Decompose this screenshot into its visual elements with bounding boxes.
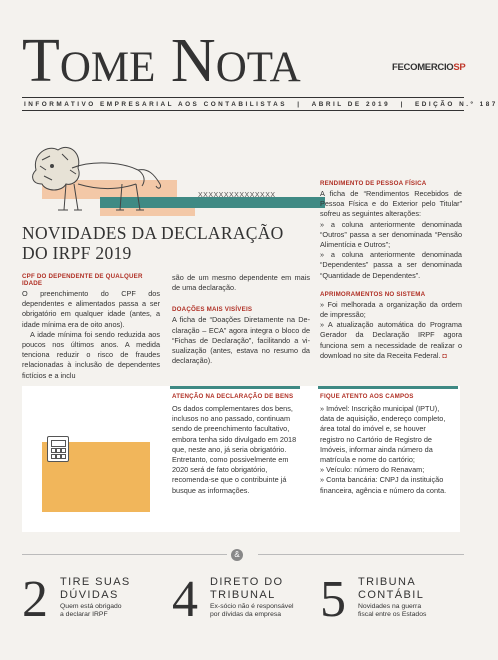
brand-suffix: SP: [453, 62, 466, 73]
footer-title-2: CONTÁBIL: [358, 588, 425, 601]
cpf-paragraph-2: A idade mínima foi sendo reduzida aos poucos nos últimos anos. A medida tenciona reduzir o risco de fraudes relacionadas à inclusão de dependentes fictícios e a inclu: [22, 329, 160, 380]
footer-sub-2: fiscal entre os Estados: [358, 611, 427, 618]
section-doacoes: [172, 273, 310, 366]
section-cpf: [22, 273, 160, 381]
footer-sub-2: por dívidas da empresa: [210, 611, 282, 618]
rendimento-paragraph: A ficha de “Rendimentos Recebidos de Pessoa Física e do Exterior pelo Titular” sofreu as seguintes alterações:: [320, 189, 462, 219]
subline-date: ABRIL DE 2019: [311, 101, 391, 108]
masthead-rule-top: [22, 97, 464, 98]
footer-number: 2: [22, 571, 48, 628]
cpf-paragraph-1: O preenchimento do CPF dos dependentes e alimentados passa a ser obrigatório em qualquer idade (antes, a idade mínima era de oito anos).: [22, 289, 160, 329]
section-campos: [320, 393, 450, 496]
panel-bar-right: [318, 386, 458, 389]
campos-item-conta: » Conta bancária: CNPJ da instituição financeira, agência e número da conta.: [320, 475, 447, 495]
footer-title-2: DÚVIDAS: [60, 588, 119, 601]
footer-rule-right: [258, 554, 464, 555]
rendimento-bullet-2: » a coluna anteriormente denominada “Dependentes” passa a ser denominada “Quantidade de Dependentes”.: [320, 250, 462, 280]
end-mark: ◘: [442, 350, 447, 360]
aprimoramentos-kicker: APRIMORAMENTOS NO SISTEMA: [320, 290, 426, 298]
cpf-kicker: CPF DO DEPENDENTE DE QUALQUER IDADE: [22, 273, 143, 287]
masthead-title: Tome Nota: [22, 27, 301, 95]
aprimoramentos-bullet-2: [320, 320, 462, 361]
aprimoramentos-bullet-1: » Foi melhorada a organização da ordem de impressão;: [320, 299, 462, 320]
subline-edition: EDIÇÃO N.º 187: [415, 101, 498, 108]
footer-number: 4: [172, 571, 198, 628]
footer-title-1: TRIBUNA: [358, 576, 417, 588]
article-headline: [22, 224, 312, 263]
calculator-icon: [47, 436, 69, 462]
section-bens: [172, 393, 300, 496]
footer-sub-1: Ex-sócio não é responsável: [210, 603, 294, 610]
rendimento-kicker: RENDIMENTO DE PESSOA FÍSICA: [320, 180, 427, 187]
bens-text: Os dados complementares dos bens, inclusos no ano passado, continuam sendo de preenchimento facultativo, embora tenha sido divulgado em 2018 que, neste ano, já seria obrigatório. Entretanto, como possivelmente em 2020 será de fato obrigatório, recomenda-se que o contribuinte já busque as informações.: [172, 404, 297, 495]
lion-icon: [22, 140, 172, 220]
aprimoramentos-bullet-2-text: » A atualização automática do Programa Gerador da Declaração IRPF agora funciona sem a necessidade de realizar o download no site da Receita Federal.: [320, 320, 462, 360]
campos-kicker: FIQUE ATENTO AOS CAMPOS: [320, 393, 414, 400]
hero-x-pattern: XXXXXXXXXXXXXXX: [198, 192, 276, 199]
subline-left: INFORMATIVO EMPRESARIAL AOS CONTABILISTAS: [24, 101, 287, 108]
doacoes-kicker: DOAÇÕES MAIS VISÍVEIS: [172, 306, 253, 314]
headline-line-1: NOVIDADES DA DECLARAÇÃO: [22, 223, 284, 243]
bens-kicker: ATENÇÃO NA DECLARAÇÃO DE BENS: [172, 393, 294, 400]
cpf-paragraph-3: são de um mesmo dependente em mais de uma declaração.: [172, 273, 310, 293]
masthead-subline: INFORMATIVO EMPRESARIAL AOS CONTABILISTAS | ABRIL DE 2019 | EDIÇÃO N.º 187: [24, 101, 498, 108]
footer-rule-left: [22, 554, 227, 555]
campos-item-veiculo: » Veículo: número do Renavam;: [320, 465, 425, 475]
footer-sub-2: a declarar IRPF: [60, 611, 108, 618]
panel-bar-left: [170, 386, 300, 389]
headline-line-2: DO IRPF 2019: [22, 242, 132, 263]
brand-name: FECOMERCIO: [392, 62, 454, 73]
footer-sub-1: Novidades na guerra: [358, 603, 422, 610]
fecomercio-logo: [392, 62, 465, 73]
section-rendimento: [320, 180, 462, 361]
masthead-rule-bottom: [22, 110, 464, 111]
footer-title-2: TRIBUNAL: [210, 588, 276, 601]
footer-title-1: TIRE SUAS: [60, 576, 131, 588]
footer-title-1: DIRETO DO: [210, 576, 284, 588]
campos-item-imovel: » Imóvel: Inscrição municipal (IPTU), data de aquisição, endereço completo, área total do imóvel e, se houver registro no Cartório de Registro de Imóveis, informar ainda número da matrícula e nome do cartório;: [320, 404, 446, 465]
footer-number: 5: [320, 571, 346, 628]
footer-sub-1: Quem está obrigado: [60, 603, 122, 610]
doacoes-paragraph: A ficha de “Doações Diretamente na Declaração – ECA” agora integra o bloco de “Fichas de Declaração”, facilitando a visualização (antes, estava no resumo da declaração).: [172, 315, 310, 366]
footer-badge: &: [231, 549, 243, 561]
rendimento-bullet-1: » a coluna anteriormente denominada “Outros” passa a ser denominada “Pensão Alimentícia e Outros”;: [320, 219, 462, 250]
